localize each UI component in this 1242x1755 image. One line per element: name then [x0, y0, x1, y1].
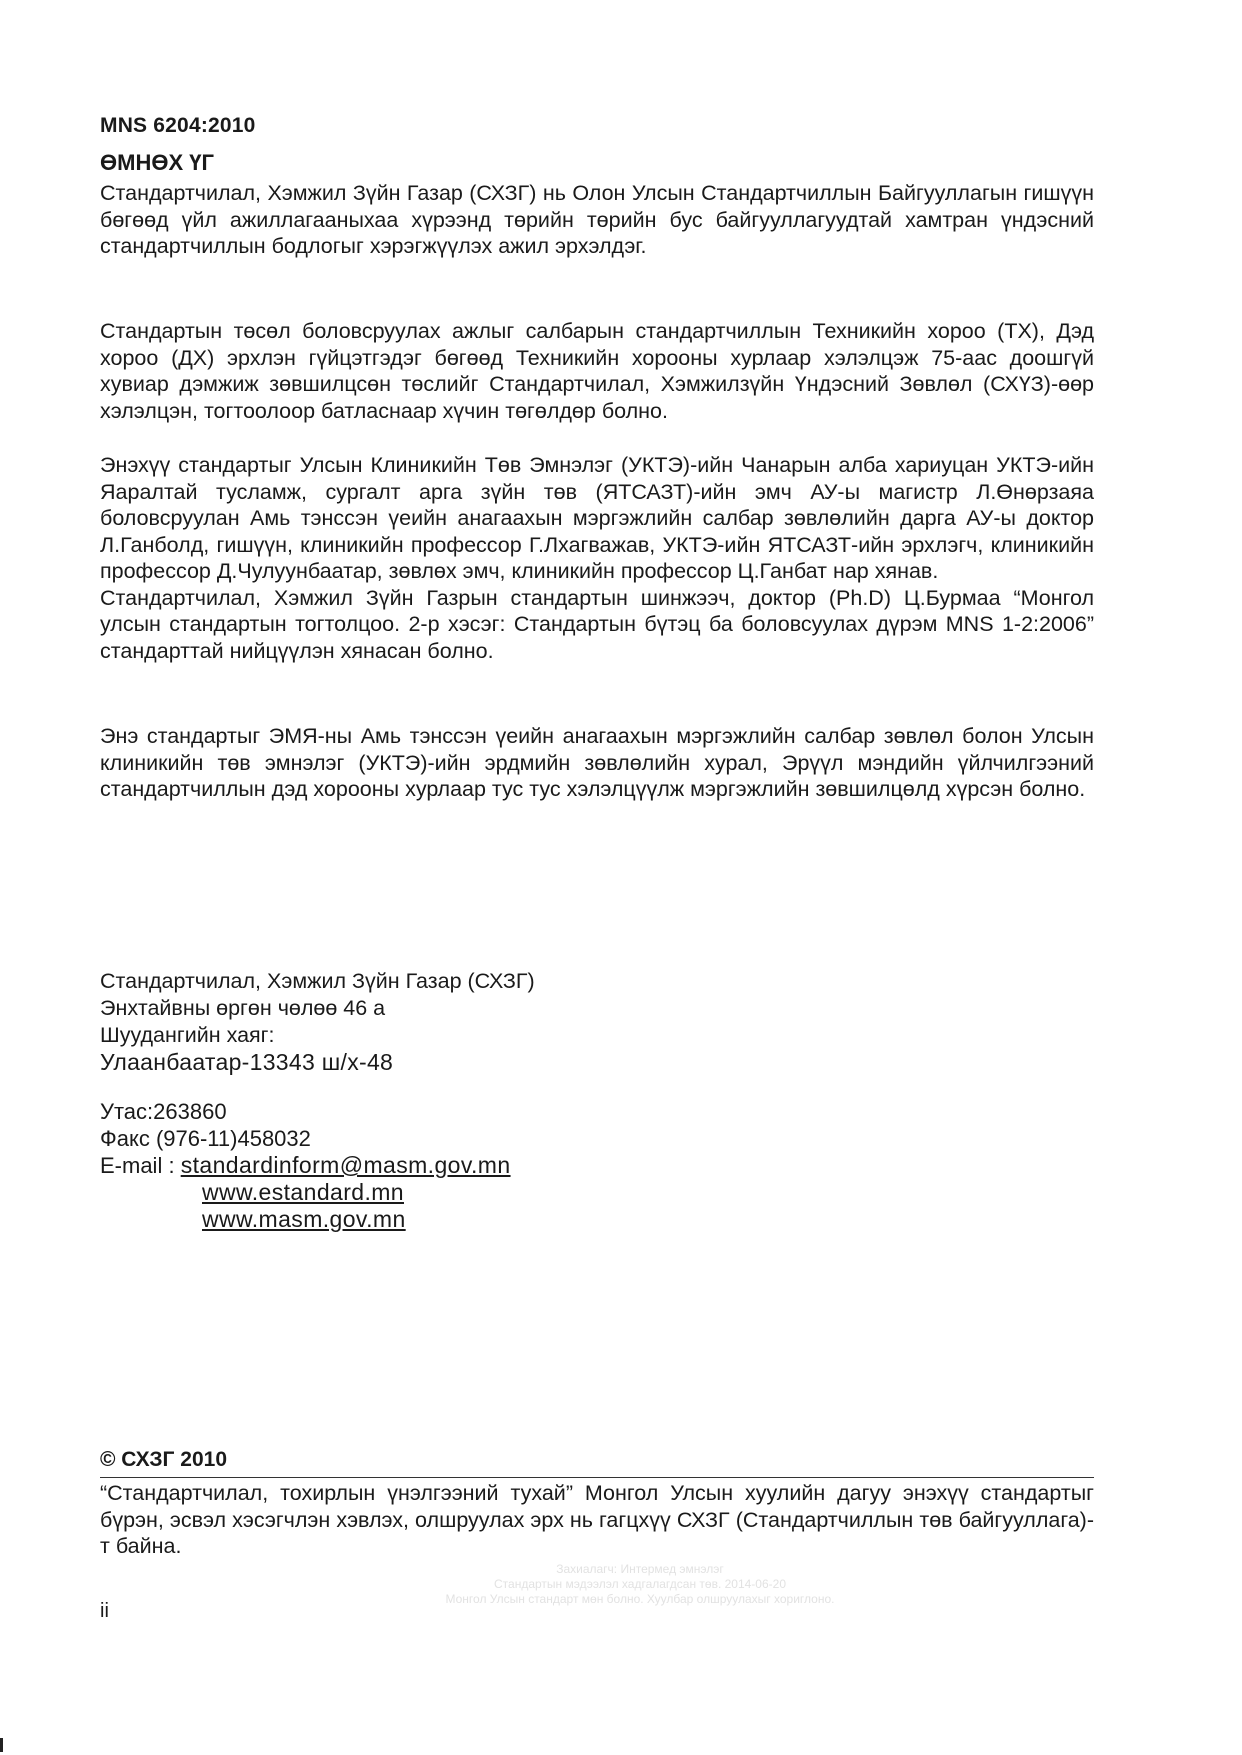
street-address: Энхтайвны өргөн чөлөө 46 а	[100, 996, 386, 1020]
stamp-line: Захиалагч: Интермед эмнэлэг	[556, 1562, 724, 1576]
copyright-heading: © СХЗГ 2010	[100, 1448, 228, 1471]
paragraph-text: Энэ стандартыг ЭМЯ-ны Амь тэнссэн үеийн анагаахын мэргэжлийн салбар зөвлөл болон Улсын клиникийн төв эмнэлэг (УКТЭ)-ийн эрдмийн зөвлөлийн хурал, Эрүүл мэндийн үйлчилгээний стандартчиллын дэд хорооны хурлаар тус тус хэлэлцүүлж мэргэжлийн зөвшилцөлд хүрсэн болно.	[100, 724, 1094, 801]
org-name: Стандартчилал, Хэмжил Зүйн Газар (СХЗГ)	[100, 969, 535, 993]
paragraph-authors	[100, 452, 1094, 664]
website-link-estandard[interactable]: www.estandard.mn	[202, 1179, 404, 1205]
section-heading: ӨМНӨХ ҮГ	[100, 150, 214, 175]
paragraph-intro	[100, 180, 1094, 260]
copyright-divider	[100, 1477, 1094, 1478]
stamp-line: Стандартын мэдээлэл хадгалагдсан төв. 2014-06-20	[494, 1577, 786, 1591]
paragraph-text: Стандартчилал, Хэмжил Зүйн Газар (СХЗГ) нь Олон Улсын Стандартчиллын Байгууллагын гишүүн бөгөөд үйл ажиллагааныхаа хүрээнд төрийн төрийн бус байгууллагуудтай хамтран үндэсний стандартчиллын бодлогыг хэрэгжүүлэх ажил эрхэлдэг.	[100, 181, 1094, 258]
email-link[interactable]: standardinform@masm.gov.mn	[180, 1152, 511, 1178]
scan-edge-mark	[0, 1738, 3, 1752]
paragraph-approval	[100, 723, 1094, 803]
faint-stamp	[360, 1562, 920, 1607]
email-label: E-mail :	[100, 1153, 181, 1178]
paragraph-text: Стандартын төсөл боловсруулах ажлыг салбарын стандартчиллын Техникийн хороо (ТХ), Дэд хороо (ДХ) эрхлэн гүйцэтгэдэг бөгөөд Техникийн хорооны хурлаар хэлэлцэж 75-аас доошгүй хувиар дэмжиж зөвшилцсөн төслийг Стандартчилал, Хэмжилзүйн Үндэсний Зөвлөл (СХҮЗ)-өөр хэлэлцэн, тогтоолоор батлаcнаар хүчин төгөлдөр болно.	[100, 319, 1094, 423]
contact-block	[100, 1098, 511, 1233]
mail-label: Шуудангийн хаяг:	[100, 1023, 275, 1047]
address-block	[100, 968, 535, 1076]
standard-code: MNS 6204:2010	[100, 114, 256, 137]
copyright-notice	[100, 1480, 1094, 1560]
fax-number: Факс (976-11)458032	[100, 1126, 311, 1151]
copyright-text: “Стандартчилал, тохирлын үнэлгээний тухай” Монгол Улсын хуулийн дагуу энэхүү стандартыг бүрэн, эсвэл хэсэгчлэн хэвлэх, олшруулах эрх нь гагцхүү СХЗГ (Стандартчиллын төв байгууллага)-т байна.	[100, 1481, 1094, 1558]
page-number: ii	[100, 1600, 109, 1622]
paragraph-text: Стандартчилал, Хэмжил Зүйн Газрын стандартын шинжээч, доктор (Ph.D) Ц.Бурмаа “Монгол улсын стандартын тогтолцоо. 2-р хэсэг: Стандартын бүтэц ба боловсуулах дүрэм MNS 1-2:2006” стандарттай нийцүүлэн хянасан болно.	[100, 585, 1094, 663]
phone-number: Утас:263860	[100, 1099, 227, 1124]
postal-address: Улаанбаатар-13343 ш/х-48	[100, 1049, 394, 1075]
website-link-masm[interactable]: www.masm.gov.mn	[202, 1206, 406, 1232]
stamp-line: Монгол Улсын стандарт мөн болно. Хуулбар олшруулахыг хориглоно.	[445, 1592, 835, 1606]
paragraph-drafting	[100, 318, 1094, 424]
paragraph-text: Энэхүү стандартыг Улсын Клиникийн Төв Эмнэлэг (УКТЭ)-ийн Чанарын алба хариуцан УКТЭ-ийн Яаралтай тусламж, сургалт арга зүйн төв (ЯТСАЗТ)-ийн эмч АУ-ы магистр Л.Өнөрзаяа боловсруулан Амь тэнссэн үеийн анагаахын мэргэжлийн салбар зөвлөлийн дарга АУ-ы доктор Л.Ганболд, гишүүн, клиникийн профессор Г.Лхагважав, УКТЭ-ийн ЯТСАЗТ-ийн эрхлэгч, клиникийн профессор Д.Чулуунбаатар, зөвлөх эмч, клиникийн профессор Ц.Ганбат нар хянав.	[100, 453, 1094, 583]
